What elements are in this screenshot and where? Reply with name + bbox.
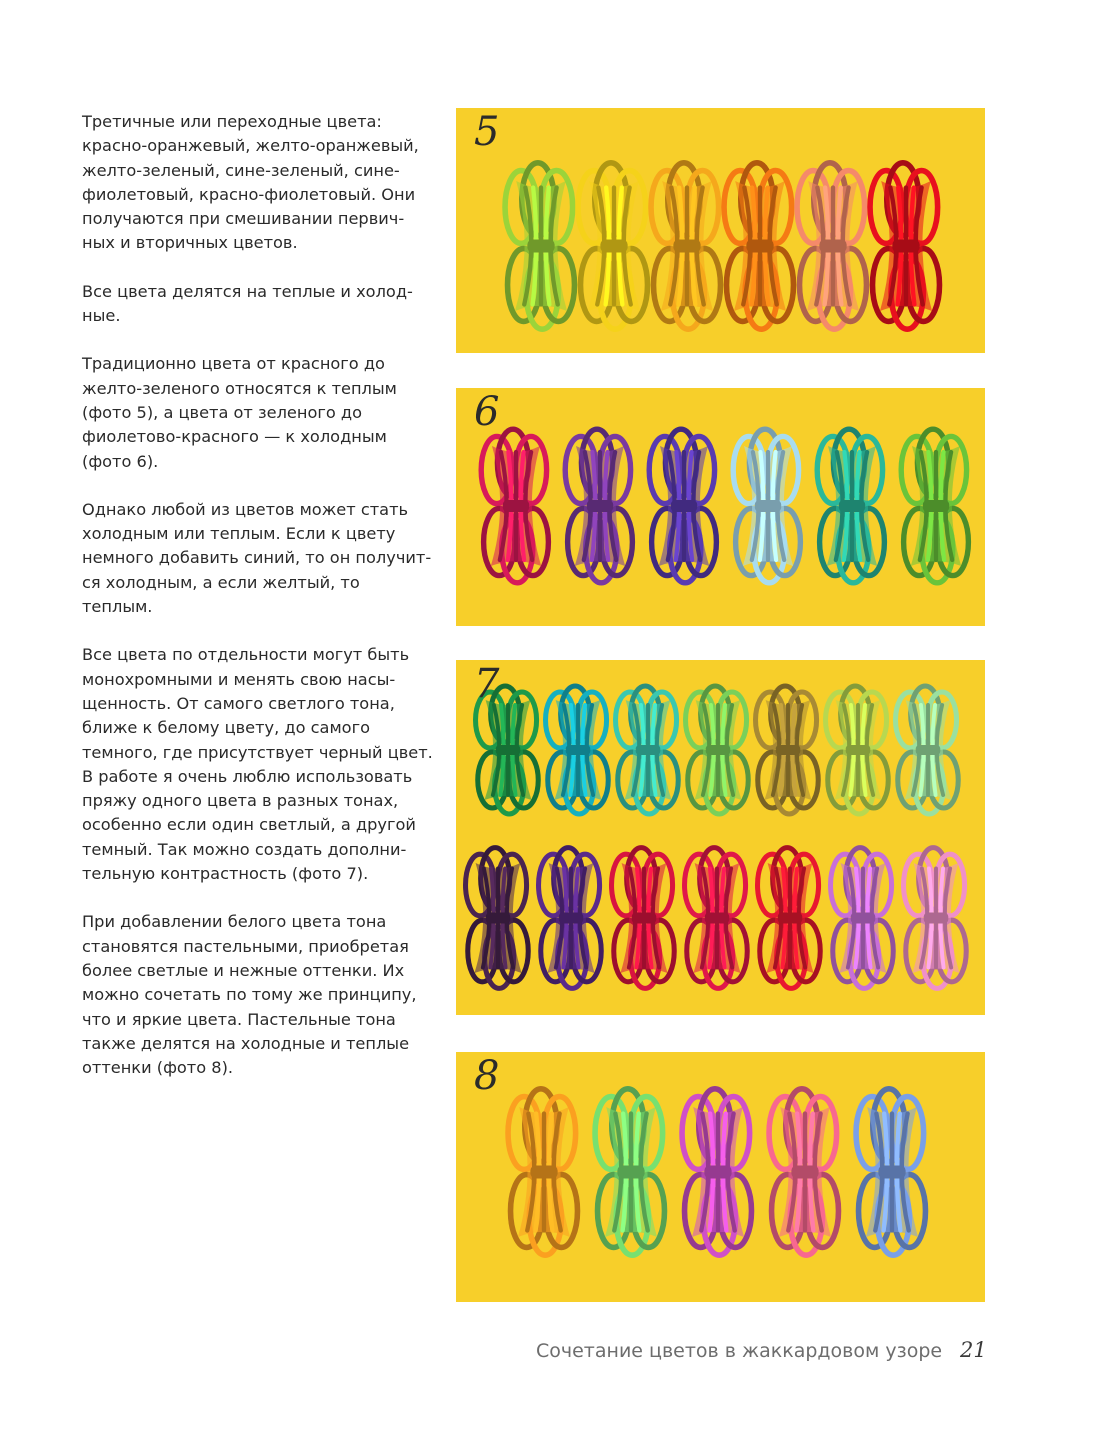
text-line: ближе к белому цвету, до самого xyxy=(82,718,370,738)
yarn-skein xyxy=(578,163,647,329)
text-line: холодным или теплым. Если к цвету xyxy=(82,524,396,544)
yarn-skein xyxy=(481,429,548,583)
text-line: получаются при смешивании первич- xyxy=(82,209,405,229)
running-footer-title: Сочетание цветов в жаккардовом узоре xyxy=(536,1340,943,1362)
yarn-skein xyxy=(649,429,716,583)
text-line: тельную контрастность (фото 7). xyxy=(82,864,369,884)
text-line: желто-зеленый, сине-зеленый, сине- xyxy=(82,160,400,180)
yarn-skein xyxy=(904,848,967,989)
photo-5 xyxy=(456,108,985,353)
text-line: немного добавить синий, то он получит- xyxy=(82,548,432,568)
photo-7 xyxy=(456,660,985,1015)
yarn-skein xyxy=(508,1089,577,1255)
text-line: (фото 5), а цвета от зеленого до xyxy=(82,402,363,422)
yarn-skein xyxy=(826,686,889,814)
yarn-skein xyxy=(756,686,819,814)
text-line: При добавлении белого цвета тона xyxy=(82,912,387,932)
text-line: становятся пастельными, приобретая xyxy=(82,936,409,956)
paragraph xyxy=(82,280,427,329)
photo-number: 6 xyxy=(474,389,500,435)
yarn-skein xyxy=(595,1089,664,1255)
photo-6 xyxy=(456,388,985,626)
yarn-skein xyxy=(797,163,866,329)
text-line: пряжу одного цвета в разных тонах, xyxy=(82,791,399,811)
photo-number: 5 xyxy=(474,109,500,155)
yarn-skein xyxy=(724,163,793,329)
text-line: В работе я очень люблю использовать xyxy=(82,766,413,786)
text-line: ных и вторичных цветов. xyxy=(82,233,298,253)
yarn-illustration xyxy=(456,660,985,1015)
yarn-skein xyxy=(831,848,894,989)
text-line: оттенки (фото 8). xyxy=(82,1058,234,1078)
yarn-skein xyxy=(870,163,939,329)
text-line: Все цвета делятся на теплые и холод- xyxy=(82,281,413,301)
text-line: темный. Так можно создать дополни- xyxy=(82,839,407,859)
yarn-illustration xyxy=(456,108,985,353)
body-text xyxy=(82,110,433,1104)
yarn-skein xyxy=(758,848,821,989)
photo-number: 7 xyxy=(474,661,500,707)
yarn-skein xyxy=(686,686,749,814)
text-line: особенно если один светлый, а другой xyxy=(82,815,416,835)
yarn-skein xyxy=(565,429,632,583)
paragraph xyxy=(82,643,433,886)
yarn-skein xyxy=(896,686,959,814)
paragraph xyxy=(82,910,427,1080)
yarn-skein xyxy=(817,429,884,583)
text-line: Традиционно цвета от красного до xyxy=(82,354,385,374)
yarn-skein xyxy=(769,1089,838,1255)
paragraph xyxy=(82,352,427,473)
text-line: можно сочетать по тому же принципу, xyxy=(82,985,417,1005)
text-line: более светлые и нежные оттенки. Их xyxy=(82,960,405,980)
text-line: фиолетово-красного — к холодным xyxy=(82,427,387,447)
text-line: фиолетовый, красно-фиолетовый. Они xyxy=(82,184,416,204)
yarn-skein xyxy=(685,848,748,989)
yarn-skein xyxy=(466,848,529,989)
photo-8 xyxy=(456,1052,985,1302)
yarn-skein xyxy=(539,848,602,989)
yarn-skein xyxy=(733,429,800,583)
text-line: Все цвета по отдельности могут быть xyxy=(82,645,410,665)
yarn-skein xyxy=(651,163,720,329)
yarn-skein xyxy=(505,163,574,329)
yarn-skein xyxy=(616,686,679,814)
text-line: Однако любой из цветов может стать xyxy=(82,499,409,519)
yarn-illustration xyxy=(456,1052,985,1302)
paragraph xyxy=(82,498,432,619)
yarn-illustration xyxy=(456,388,985,626)
text-line: (фото 6). xyxy=(82,451,159,471)
yarn-skein xyxy=(546,686,609,814)
text-line: ся холодным, а если желтый, то xyxy=(82,572,360,592)
text-line: темного, где присутствует черный цвет. xyxy=(82,742,433,762)
text-line: желто-зеленого относятся к теплым xyxy=(82,378,397,398)
photo-number: 8 xyxy=(474,1053,500,1099)
text-line: красно-оранжевый, желто-оранжевый, xyxy=(82,136,419,156)
text-line: монохромными и менять свою насы- xyxy=(82,669,396,689)
yarn-skein xyxy=(856,1089,925,1255)
text-line: щенность. От самого светлого тона, xyxy=(82,693,395,713)
text-line: Третичные или переходные цвета: xyxy=(82,112,382,131)
text-line: что и яркие цвета. Пастельные тона xyxy=(82,1009,396,1029)
yarn-skein xyxy=(612,848,675,989)
page-number: 21 xyxy=(960,1338,987,1362)
text-line: теплым. xyxy=(82,597,153,617)
yarn-skein xyxy=(682,1089,751,1255)
paragraph xyxy=(82,110,427,256)
text-line: ные. xyxy=(82,306,121,326)
text-line: также делятся на холодные и теплые xyxy=(82,1033,410,1053)
yarn-skein xyxy=(901,429,968,583)
